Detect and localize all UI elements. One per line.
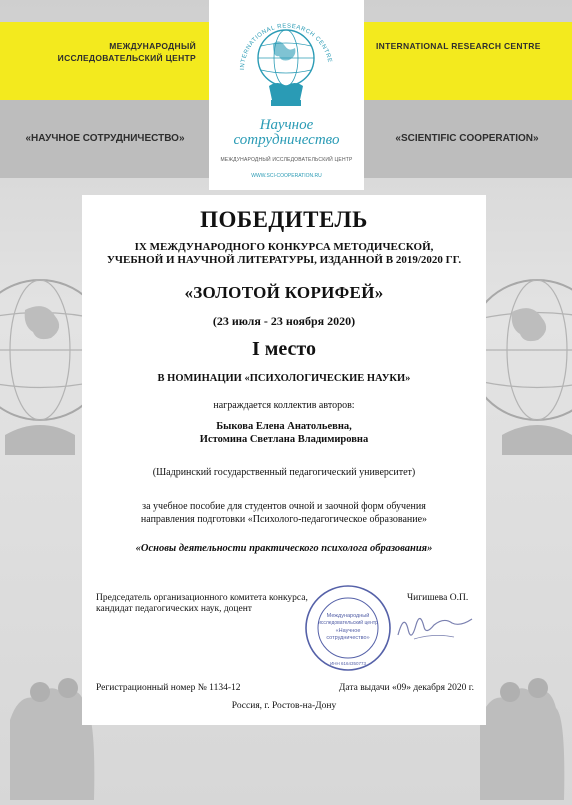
awarded-text: награждается коллектив авторов:	[213, 400, 355, 411]
globe-logo-icon	[209, 0, 364, 120]
work-title: «Основы деятельности практического психолога образования»	[135, 543, 433, 554]
nomination: В НОМИНАЦИИ «ПСИХОЛОГИЧЕСКИЕ НАУКИ»	[157, 373, 411, 384]
svg-text:исследовательский центр: исследовательский центр	[318, 620, 378, 626]
university: (Шадринский государственный педагогический университет)	[152, 467, 416, 478]
ru-org-name: МЕЖДУНАРОДНЫЙ ИССЛЕДОВАТЕЛЬСКИЙ ЦЕНТР	[57, 41, 196, 63]
contest-name: «ЗОЛОТОЙ КОРИФЕЙ»	[184, 283, 384, 302]
place: I место	[252, 338, 316, 360]
logo-url: WWW.SCI-COOPERATION.RU	[251, 173, 322, 179]
city: Россия, г. Ростов-на-Дону	[231, 701, 337, 711]
chair-title: Председатель организационного комитета конкурса, кандидат педагогических наук, доцент	[96, 593, 308, 614]
certificate-title: ПОБЕДИТЕЛЬ	[200, 207, 368, 232]
contest-dates: (23 июля - 23 ноября 2020)	[212, 314, 356, 328]
signature-icon	[394, 607, 484, 647]
svg-text:Международный: Международный	[326, 613, 370, 619]
registration-number: Регистрационный номер № 1134-12	[96, 683, 241, 693]
en-org-name: INTERNATIONAL RESEARCH CENTRE	[376, 41, 541, 51]
en-coop-name: «SCIENTIFIC COOPERATION»	[395, 133, 539, 144]
logo-arc-text: INTERNATIONAL RESEARCH CENTRE	[239, 23, 333, 71]
svg-text:сотрудничество»: сотрудничество»	[326, 635, 370, 641]
issue-date: Дата выдачи «09» декабря 2020 г.	[338, 683, 474, 693]
authors: Быкова Елена Анатольевна, Истомина Светлана Владимировна	[199, 421, 369, 445]
svg-text:ИНН 6164350773: ИНН 6164350773	[329, 661, 367, 666]
logo	[209, 0, 364, 190]
logo-subtitle: МЕЖДУНАРОДНЫЙ ИССЛЕДОВАТЕЛЬСКИЙ ЦЕНТР	[220, 157, 353, 163]
ru-coop-name: «НАУЧНОЕ СОТРУДНИЧЕСТВО»	[25, 133, 185, 144]
chair-name: Чигишева О.П.	[407, 593, 469, 603]
award-reason: за учебное пособие для студентов очной и заочной форм обучения направления подготовки «Психолого-педагогическое образование»	[140, 501, 428, 525]
stamp-icon	[303, 583, 393, 673]
contest-description: IX МЕЖДУНАРОДНОГО КОНКУРСА МЕТОДИЧЕСКОЙ, УЧЕБНОЙ И НАУЧНОЙ ЛИТЕРАТУРЫ, ИЗДАННОЙ В 2019/2020 ГГ.	[106, 241, 462, 266]
certificate-body	[82, 195, 486, 725]
svg-text:«Научное: «Научное	[335, 628, 361, 634]
logo-title: Научное сотрудничество	[233, 117, 340, 148]
